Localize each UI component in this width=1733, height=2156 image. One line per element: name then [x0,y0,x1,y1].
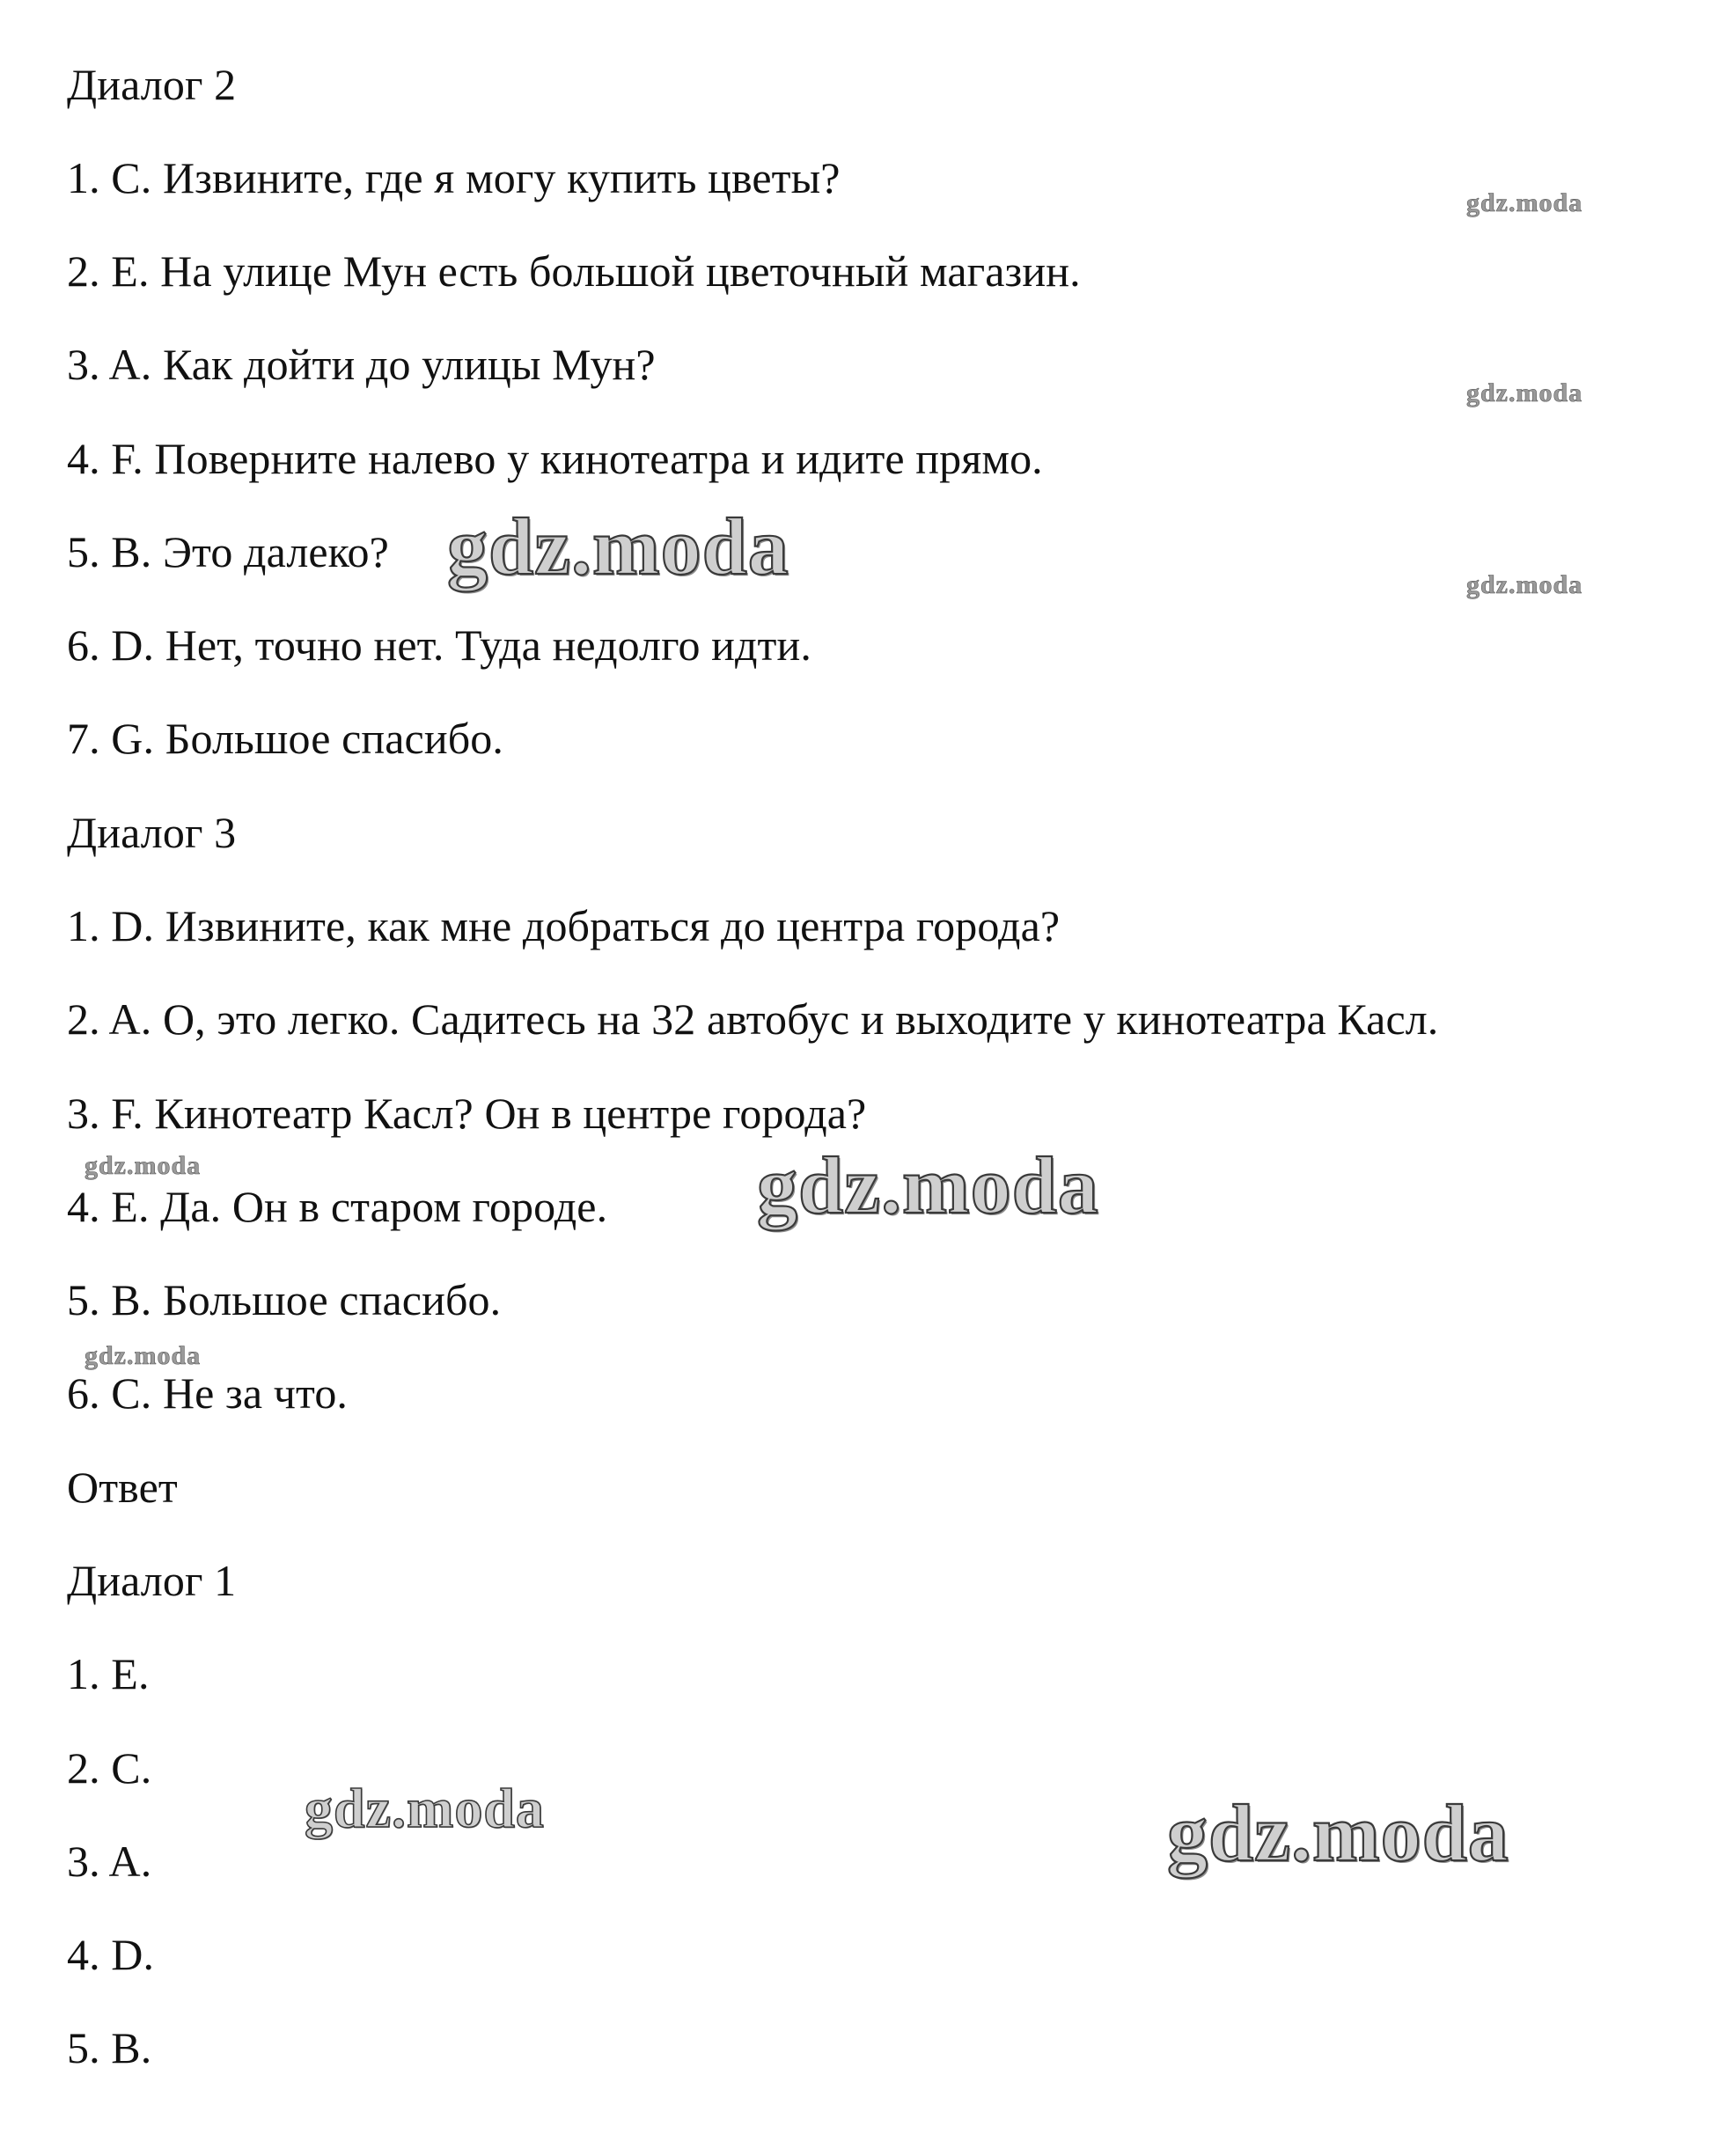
watermark-large: gdz.moda [757,1140,1099,1230]
watermark-small: gdz.moda [1466,570,1583,599]
dialog2-line-3: 3. A. Как дойти до улицы Мун? [67,340,656,389]
answer-item-2: 2. C. [67,1743,152,1793]
answer-item-3: 3. A. [67,1837,152,1886]
dialog3-line-2: 2. A. О, это легко. Садитесь на 32 автобус и выходите у кинотеатра Касл. [67,994,1439,1044]
answer-item-4: 4. D. [67,1930,155,1979]
dialog3-line-1: 1. D. Извините, как мне добраться до центра города? [67,901,1061,950]
dialog2-line-7: 7. G. Большое спасибо. [67,714,503,763]
dialog2-line-4: 4. F. Поверните налево у кинотеатра и идите прямо. [67,434,1043,483]
dialog3-heading: Диалог 3 [67,808,237,857]
answer-item-5: 5. B. [67,2023,152,2072]
answer-heading: Ответ [67,1463,178,1512]
watermark-large: gdz.moda [447,502,789,591]
dialog2-heading: Диалог 2 [67,60,237,109]
dialog3-line-4: 4. E. Да. Он в старом городе. [67,1182,608,1231]
watermark-small: gdz.moda [1466,378,1583,407]
watermark-small: gdz.moda [1466,188,1583,217]
dialog3-line-6: 6. C. Не за что. [67,1368,349,1418]
watermark-small: gdz.moda [84,1341,202,1370]
dialog2-line-6: 6. D. Нет, точно нет. Туда недолго идти. [67,620,811,670]
answer-dialog1-heading: Диалог 1 [67,1556,237,1605]
dialog3-line-3: 3. F. Кинотеатр Касл? Он в центре города? [67,1089,867,1138]
dialog3-line-5: 5. B. Большое спасибо. [67,1275,502,1324]
watermark-medium: gdz.moda [305,1777,545,1839]
dialog2-line-2: 2. E. На улице Мун есть большой цветочный магазин. [67,246,1081,296]
watermark-large: gdz.moda [1167,1788,1509,1878]
watermark-small: gdz.moda [84,1151,202,1180]
answer-item-1: 1. E. [67,1649,150,1698]
dialog2-line-5: 5. B. Это далеко? [67,527,389,576]
dialog2-line-1: 1. C. Извините, где я могу купить цветы? [67,153,841,202]
